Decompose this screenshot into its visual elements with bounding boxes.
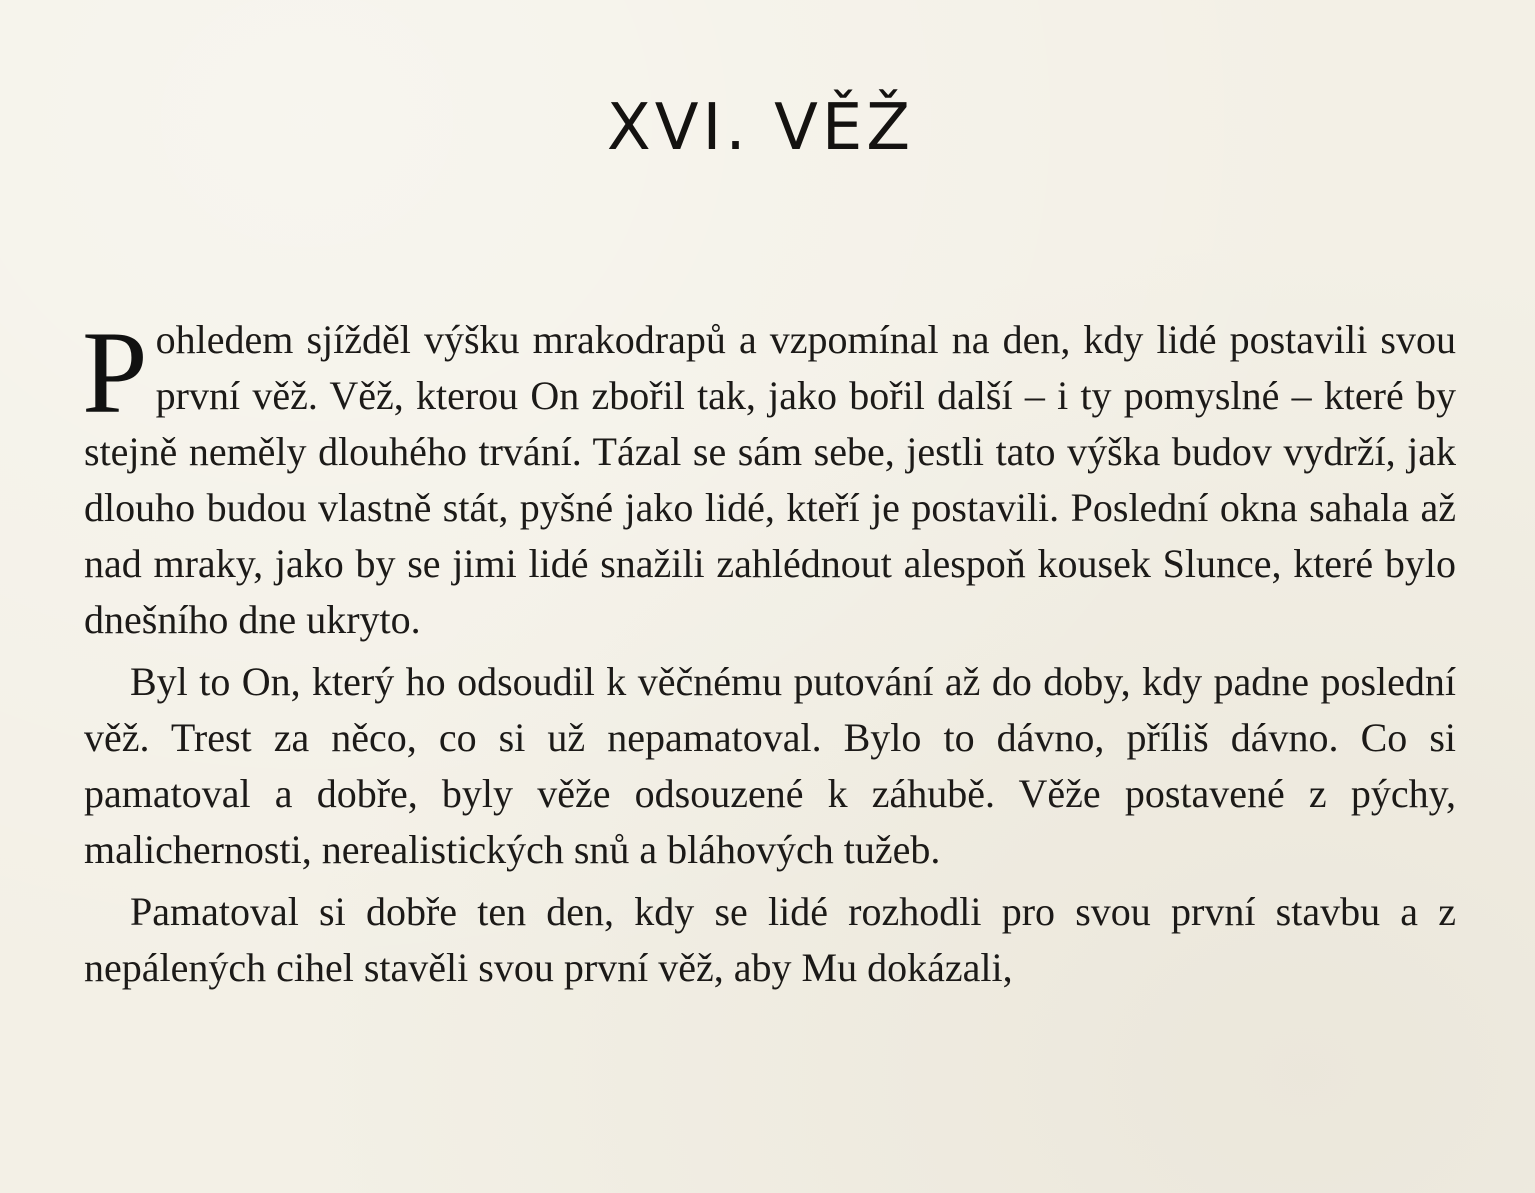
paragraph-1-text: ohledem sjížděl výšku mrakodrapů a vzpomínal na den, kdy lidé postavili svou první věž. Věž, kterou On zbořil tak, jako bořil další – i ty pomyslné – které by stejně neměly dlouhého trvání. Tázal se sám sebe, jestli tato výška budov vydrží, jak dlouho budou vlastně stát, pyšné jako lidé, kteří je postavili. Poslední okna sahala až nad mraky, jako by se jimi lidé snažili zahlédnout alespoň kousek Slunce, které bylo dnešního dne ukryto. xyxy=(84,317,1456,642)
paragraph-2: Byl to On, který ho odsoudil k věčnému putování až do doby, kdy padne poslední věž. Trest za něco, co si už nepamatoval. Bylo to dávno, příliš dávno. Co si pamatoval a dobře, byly věže odsouzené k záhubě. Věže postavené z pýchy, malichernosti, nerealistických snů a bláhových tužeb. xyxy=(84,659,1456,872)
body-text xyxy=(82,307,1456,996)
chapter-title: XVI. VĚŽ xyxy=(606,91,915,165)
paragraph-3: Pamatoval si dobře ten den, kdy se lidé rozhodli pro svou první stavbu a z nepálených cihel stavěli svou první věž, aby Mu dokázali, xyxy=(84,889,1456,990)
drop-cap: P xyxy=(82,307,148,438)
paragraph-1 xyxy=(82,307,1456,648)
